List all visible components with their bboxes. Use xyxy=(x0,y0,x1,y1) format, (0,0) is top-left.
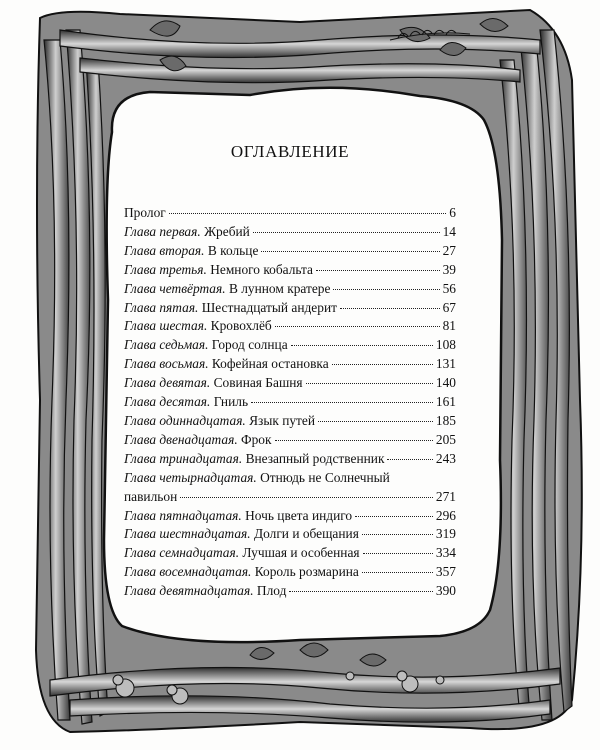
toc-entry-label xyxy=(124,507,352,526)
toc-entry-title: Гниль xyxy=(213,394,249,410)
toc-entry-label xyxy=(124,355,329,374)
dot-leader xyxy=(169,213,447,214)
toc-entry-chapter-10[interactable] xyxy=(124,393,456,412)
toc-title: ОГЛАВЛЕНИЕ xyxy=(230,142,350,161)
toc-entry-chapter-3[interactable] xyxy=(124,261,456,280)
toc-entry-title: Немного кобальта xyxy=(210,261,313,277)
toc-entry-label xyxy=(124,336,288,355)
table-of-contents xyxy=(124,142,456,601)
toc-entry-title: В кольце xyxy=(207,242,259,258)
toc-entry-chapter: Глава шестнадцатая. xyxy=(124,526,251,542)
toc-entry-label xyxy=(124,393,248,412)
dot-leader xyxy=(363,553,433,554)
toc-entry-title: Пролог xyxy=(124,205,166,220)
toc-entry-chapter: Глава тринадцатая. xyxy=(124,450,243,466)
toc-entry-chapter: Глава десятая. xyxy=(124,394,211,410)
toc-entry-title: Кофейная остановка xyxy=(211,356,329,372)
toc-entry-chapter-12[interactable] xyxy=(124,431,456,450)
dot-leader xyxy=(362,534,433,535)
toc-entry-label xyxy=(124,450,384,469)
toc-list xyxy=(124,204,456,601)
left-vine-column xyxy=(44,30,108,724)
toc-entry-title: Внезапный родственник xyxy=(245,450,385,466)
toc-entry-chapter-16[interactable] xyxy=(124,525,456,544)
dot-leader xyxy=(253,232,440,233)
toc-entry-chapter-4[interactable] xyxy=(124,280,456,299)
toc-entry-chapter-2[interactable] xyxy=(124,242,456,261)
toc-entry-chapter: Глава пятнадцатая. xyxy=(124,507,242,523)
toc-entry-chapter-6[interactable] xyxy=(124,317,456,336)
toc-entry-label xyxy=(124,469,456,488)
toc-entry-page: 334 xyxy=(435,545,456,561)
dot-leader xyxy=(251,402,433,403)
toc-entry-page: 14 xyxy=(442,223,456,239)
toc-entry-page: 319 xyxy=(435,526,456,542)
toc-entry-chapter: Глава двенадцатая. xyxy=(124,431,238,447)
toc-entry-chapter-8[interactable] xyxy=(124,355,456,374)
toc-entry-chapter-5[interactable] xyxy=(124,299,456,318)
toc-entry-chapter-17[interactable] xyxy=(124,544,456,563)
dot-leader xyxy=(291,345,433,346)
toc-entry-chapter: Глава пятая. xyxy=(124,299,199,315)
toc-entry-label xyxy=(124,563,359,582)
dot-leader xyxy=(333,289,439,290)
toc-entry-chapter-19[interactable] xyxy=(124,582,456,601)
dot-leader xyxy=(180,497,433,498)
toc-entry-label xyxy=(124,431,272,450)
dot-leader xyxy=(355,516,433,517)
toc-entry-chapter: Глава третья. xyxy=(124,261,207,277)
toc-entry-chapter: Глава девятнадцатая. xyxy=(124,583,254,599)
toc-entry-chapter: Глава семнадцатая. xyxy=(124,545,240,561)
toc-entry-page: 108 xyxy=(435,337,456,353)
toc-entry-title: Шестнадцатый андерит xyxy=(201,299,337,315)
toc-entry-page: 161 xyxy=(435,394,456,410)
toc-entry-chapter: Глава четвёртая. xyxy=(124,280,226,296)
dot-leader xyxy=(332,364,433,365)
toc-entry-chapter-13[interactable] xyxy=(124,450,456,469)
toc-entry-chapter-1[interactable] xyxy=(124,223,456,242)
toc-entry-page: 296 xyxy=(435,507,456,523)
toc-entry-label xyxy=(124,374,303,393)
toc-entry-chapter-7[interactable] xyxy=(124,336,456,355)
toc-entry-title: Ночь цвета индиго xyxy=(245,507,353,523)
dot-leader xyxy=(340,308,440,309)
toc-entry-label xyxy=(124,412,315,431)
toc-entry-chapter: Глава четырнадцатая. xyxy=(124,469,257,485)
toc-entry-title: Язык путей xyxy=(249,412,316,428)
toc-entry-chapter: Глава одиннадцатая. xyxy=(124,412,246,428)
toc-entry-page: 357 xyxy=(435,564,456,580)
toc-entry-page: 131 xyxy=(435,356,456,372)
dot-leader xyxy=(387,459,432,460)
toc-entry-page: 390 xyxy=(435,583,456,599)
toc-entry-chapter-15[interactable] xyxy=(124,507,456,526)
toc-entry-chapter-11[interactable] xyxy=(124,412,456,431)
toc-entry-title-line2: павильон xyxy=(124,488,178,504)
toc-entry-page: 39 xyxy=(442,261,456,277)
toc-entry-title: Долги и обещания xyxy=(253,526,359,542)
toc-entry-label xyxy=(124,280,330,299)
toc-entry-page: 185 xyxy=(435,412,456,428)
dot-leader xyxy=(362,572,433,573)
toc-entry-chapter: Глава шестая. xyxy=(124,318,208,334)
toc-entry-chapter: Глава седьмая. xyxy=(124,337,209,353)
toc-entry-page: 56 xyxy=(442,280,456,296)
toc-entry-chapter: Глава вторая. xyxy=(124,242,205,258)
toc-entry-label xyxy=(124,582,286,601)
toc-entry-page: 271 xyxy=(435,488,456,504)
toc-entry-label xyxy=(124,261,313,280)
toc-entry-chapter-9[interactable] xyxy=(124,374,456,393)
toc-entry-chapter-18[interactable] xyxy=(124,563,456,582)
toc-entry-page: 140 xyxy=(435,375,456,391)
toc-entry-label xyxy=(124,242,258,261)
toc-entry-prologue[interactable] xyxy=(124,204,456,223)
toc-entry-page: 67 xyxy=(442,299,456,315)
toc-entry-title: Кровохлёб xyxy=(210,318,272,334)
toc-entry-title: Город солнца xyxy=(211,337,288,353)
toc-entry-chapter: Глава первая. xyxy=(124,223,201,239)
toc-entry-chapter: Глава девятая. xyxy=(124,375,211,391)
toc-entry-label xyxy=(124,299,337,318)
toc-entry-title: Лучшая и особенная xyxy=(242,545,360,561)
toc-entry-title: Фрок xyxy=(241,431,272,447)
toc-entry-page: 81 xyxy=(442,318,456,334)
toc-entry-title: Король розмарина xyxy=(254,564,359,580)
toc-entry-label xyxy=(124,317,272,336)
toc-entry-title: Отнюдь не Солнечный xyxy=(260,469,390,485)
toc-entry-label xyxy=(124,223,250,242)
toc-entry-title: Совиная Башня xyxy=(213,375,303,391)
toc-entry-title: Плод xyxy=(256,583,287,599)
dot-leader xyxy=(275,326,440,327)
dot-leader xyxy=(289,591,433,592)
toc-entry-chapter: Глава восемнадцатая. xyxy=(124,564,252,580)
toc-entry-title: Жребий xyxy=(204,223,250,239)
toc-entry-page: 243 xyxy=(435,450,456,466)
toc-entry-page: 27 xyxy=(442,242,456,258)
toc-entry-label xyxy=(124,544,360,563)
dot-leader xyxy=(316,270,440,271)
toc-entry-label xyxy=(124,204,166,223)
toc-entry-label xyxy=(124,525,359,544)
toc-entry-page: 6 xyxy=(449,205,456,220)
dot-leader xyxy=(261,251,439,252)
toc-entry-chapter-14[interactable] xyxy=(124,469,456,507)
toc-entry-chapter: Глава восьмая. xyxy=(124,356,209,372)
dot-leader xyxy=(275,440,433,441)
toc-entry-page: 205 xyxy=(435,431,456,447)
toc-entry-title: В лунном кратере xyxy=(228,280,331,296)
dot-leader xyxy=(306,383,433,384)
dot-leader xyxy=(318,421,433,422)
